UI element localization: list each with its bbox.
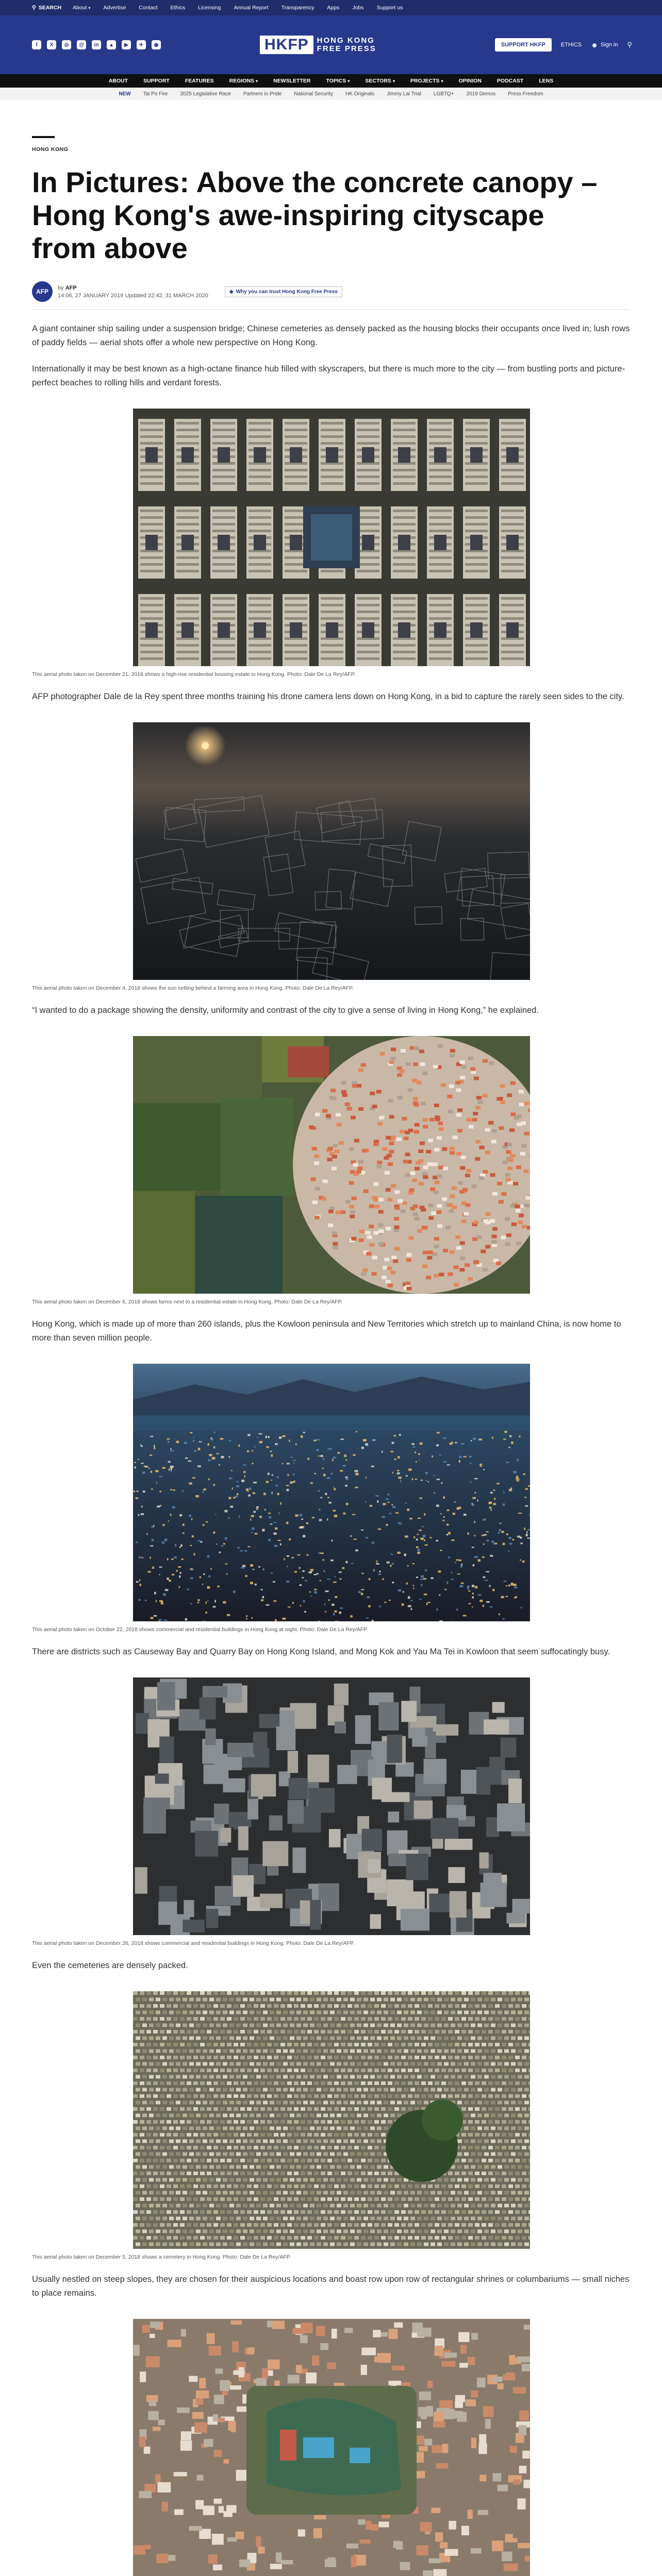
trending-link[interactable]: National Security (294, 91, 333, 97)
photo-figure (32, 1364, 530, 1633)
nav-item[interactable] (326, 78, 350, 84)
nav-item-label: PROJECTS (410, 78, 440, 84)
utility-menu-label: Ethics (170, 5, 186, 11)
nav-item-label: SECTORS (365, 78, 391, 84)
nav-item-label: LENS (539, 78, 554, 84)
nav-item[interactable] (497, 78, 523, 84)
article-paragraph: “I wanted to do a package showing the density, uniformity and contrast of the city to give a sense of living in Hong Kong,” he explained. (32, 1006, 539, 1015)
threads-icon[interactable]: @ (77, 40, 86, 49)
utility-menu (73, 5, 416, 11)
residential-estate-image (133, 2319, 530, 2576)
trending-link[interactable]: 2019 Demos (466, 91, 496, 97)
logo-name (317, 37, 376, 53)
byline-divider (32, 309, 630, 310)
photo-figure (32, 1036, 530, 1305)
shield-icon: ◈ (229, 289, 234, 295)
trending-link[interactable]: HK Originals (345, 91, 375, 97)
nav-item[interactable] (273, 78, 310, 84)
trending-bar (0, 88, 662, 100)
x-icon[interactable]: X (47, 40, 56, 49)
photo-cemetery[interactable] (133, 1991, 530, 2249)
article-paragraph: Internationally it may be best known as a high-octane finance hub filled with skyscrapers, but there is much more to the city — from bustling ports and picture-perfect beaches to rolling hills and verdant forests. (32, 364, 625, 387)
support-button[interactable]: SUPPORT HKFP (495, 38, 552, 52)
youtube-icon[interactable]: ▶ (122, 40, 131, 49)
utility-menu-item[interactable] (282, 5, 315, 11)
nav-item-label: NEWSLETTER (273, 78, 311, 84)
article-paragraph: AFP photographer Dale de la Rey spent three months training his drone camera lens down on Hong Kong, in a bid to capture the rarely seen sides to the city. (32, 692, 624, 701)
search-icon: ⚲ (32, 5, 36, 11)
linkedin-icon[interactable]: in (92, 40, 101, 49)
byline-by: by (58, 284, 64, 291)
social-links (32, 40, 161, 49)
nav-item[interactable] (459, 78, 482, 84)
article-category[interactable]: HONG KONG (32, 146, 69, 152)
telegram-icon[interactable]: ✈ (137, 40, 146, 49)
facebook-icon[interactable]: f (32, 40, 41, 49)
search-link[interactable] (32, 5, 61, 11)
utility-bar (0, 0, 662, 15)
instagram-icon[interactable]: ◎ (62, 40, 71, 49)
photo-caption: This aerial photo taken on December 4, 2018 shows the sun setting behind a farming area in Hong Kong. Photo: Dale De La Rey/AFP. (32, 985, 354, 991)
masthead-actions (495, 38, 632, 52)
housing-estate-image (133, 409, 530, 666)
article-paragraph: Hong Kong, which is made up of more than 260 islands, plus the Kowloon peninsula and New Territories which stretch up to mainland China, is now home to more than seven million people. (32, 1319, 621, 1343)
chevron-down-icon: ▾ (392, 78, 395, 83)
utility-menu-label: Support us (376, 5, 403, 11)
nav-item-label: ABOUT (108, 78, 128, 84)
utility-menu-item[interactable] (139, 5, 157, 11)
utility-menu-item[interactable] (327, 5, 339, 11)
chevron-down-icon: ▾ (256, 78, 258, 83)
trust-label: Why you can trust Hong Kong Free Press (236, 289, 338, 295)
nav-item-label: PODCAST (496, 78, 524, 84)
nav-item-label: REGIONS (229, 78, 255, 84)
site-logo[interactable] (260, 36, 376, 54)
trending-link[interactable]: Press Freedom (508, 91, 543, 97)
photo-sunset-farms[interactable] (133, 722, 530, 980)
photo-caption: This aerial photo taken on December 21, 2018 shows a high-rise residential housing estate in Hong Kong. Photo: Dale De La Rey/AFP. (32, 671, 356, 677)
nav-item[interactable] (143, 78, 170, 84)
trending-new-label: NEW (119, 91, 131, 97)
sunset-farms-image (133, 722, 530, 980)
cemetery-image (133, 1991, 530, 2249)
photo-caption: This aerial photo taken on October 22, 2018 shows commercial and residential buildings in Hong Kong at night. Photo: Dale De La Rey/AFP. (32, 1626, 368, 1633)
nav-item[interactable] (229, 78, 258, 84)
photo-farms-estate[interactable] (133, 1036, 530, 1294)
photo-caption: This aerial photo taken on December 26, 2018 shows commercial and residential buildings in Hong Kong. Photo: Dale De La Rey/AFP. (32, 1940, 355, 1946)
photo-caption: This aerial photo taken on December 5, 2018 shows a cemetery in Hong Kong. Photo: Dale De La Rey/AFP. (32, 2254, 291, 2260)
category-rule (32, 136, 55, 138)
trending-link[interactable]: Partners in Pride (243, 91, 282, 97)
nav-item-label: SUPPORT (143, 78, 170, 84)
utility-menu-label: Jobs (352, 5, 364, 11)
utility-menu-item[interactable] (104, 5, 126, 11)
sign-in-link[interactable] (591, 41, 618, 49)
ethics-link[interactable]: ETHICS (560, 42, 582, 48)
trending-link[interactable]: Tai Po Fire (143, 91, 168, 97)
article-title: In Pictures: Above the concrete canopy – Hong Kong's awe-inspiring cityscape from above (32, 166, 598, 264)
utility-menu-item[interactable] (73, 5, 90, 11)
trending-link[interactable]: Jimmy Lai Trial (387, 91, 421, 97)
byline-meta (58, 285, 208, 299)
nav-item-label: TOPICS (326, 78, 346, 84)
nav-item[interactable] (109, 78, 128, 84)
photo-figure (32, 722, 530, 991)
nav-item[interactable] (539, 78, 553, 84)
publish-dates: 14:06, 27 JANUARY 2019 Updated 22:42, 31 MARCH 2020 (58, 292, 208, 299)
utility-menu-item[interactable] (234, 5, 268, 11)
main-navigation (0, 74, 662, 88)
author-avatar[interactable]: AFP (32, 281, 53, 302)
search-icon[interactable]: ⚲ (627, 41, 632, 48)
utility-menu-label: Advertise (103, 5, 126, 11)
photo-figure (32, 1991, 530, 2260)
photo-night-city[interactable] (133, 1364, 530, 1621)
logo-name-line2: FREE PRESS (317, 44, 376, 53)
photo-dense-buildings[interactable] (133, 1677, 530, 1935)
trending-link[interactable]: LGBTQ+ (433, 91, 454, 97)
utility-menu-item[interactable] (170, 5, 185, 11)
chevron-down-icon: ▾ (347, 78, 350, 83)
masthead (0, 15, 662, 74)
nav-item[interactable] (185, 78, 214, 84)
utility-menu-label: About (73, 5, 87, 11)
nav-item-label: FEATURES (185, 78, 214, 84)
night-city-image (133, 1364, 530, 1621)
utility-menu-item[interactable] (198, 5, 221, 11)
search-label: SEARCH (38, 5, 62, 11)
trending-link[interactable]: 2025 Legislative Race (180, 91, 231, 97)
utility-menu-label: Transparency (281, 5, 315, 11)
bluesky-icon[interactable]: ▲ (107, 40, 116, 49)
photo-housing-estate[interactable] (133, 409, 530, 666)
article-paragraph: A giant container ship sailing under a suspension bridge; Chinese cemeteries as densely packed as the housing blocks their occupants once lived in; lush rows of paddy fields — aerial shots offer a whole new perspective on Hong Kong. (32, 324, 630, 347)
article-paragraph: Even the cemeteries are densely packed. (32, 1961, 188, 1970)
utility-menu-label: Contact (139, 5, 158, 11)
nav-item-label: OPINION (458, 78, 482, 84)
author-name[interactable]: AFP (65, 284, 77, 291)
nav-item[interactable] (365, 78, 395, 84)
utility-menu-label: Apps (327, 5, 340, 11)
utility-menu-item[interactable] (352, 5, 363, 11)
trust-link[interactable] (225, 286, 342, 297)
photo-caption: This aerial photo taken on December 6, 2018 shows farms next to a residential estate in Hong Kong. Photo: Dale De La Rey/AFP. (32, 1299, 343, 1305)
chevron-down-icon: ▾ (441, 78, 443, 83)
byline (32, 281, 630, 302)
photo-figure (32, 409, 530, 677)
article-paragraph: There are districts such as Causeway Bay and Quarry Bay on Hong Kong Island, and Mong Kok and Yau Ma Tei in Kowloon that seem suffocatingly busy. (32, 1647, 610, 1656)
dense-buildings-image (133, 1677, 530, 1935)
chevron-down-icon: ▾ (88, 5, 91, 10)
utility-menu-label: Licensing (198, 5, 221, 11)
photo-residential-estate[interactable] (133, 2319, 530, 2576)
article-paragraph: Usually nestled on steep slopes, they are chosen for their auspicious locations and boast row upon row of rectangular shrines or columbariums — small niches to place remains. (32, 2275, 630, 2298)
nav-item[interactable] (410, 78, 443, 84)
farms-estate-image (133, 1036, 530, 1294)
article (32, 136, 630, 2576)
utility-menu-item[interactable] (377, 5, 403, 11)
logo-mark: HKFP (260, 36, 313, 54)
logo-name-line1: HONG KONG (317, 36, 375, 45)
user-icon: ☻ (591, 41, 598, 49)
rss-icon[interactable]: ◉ (152, 40, 161, 49)
photo-figure (32, 1677, 530, 1946)
utility-menu-label: Annual Report (234, 5, 269, 11)
photo-figure (133, 2319, 530, 2576)
sign-in-label: Sign in (600, 42, 618, 48)
